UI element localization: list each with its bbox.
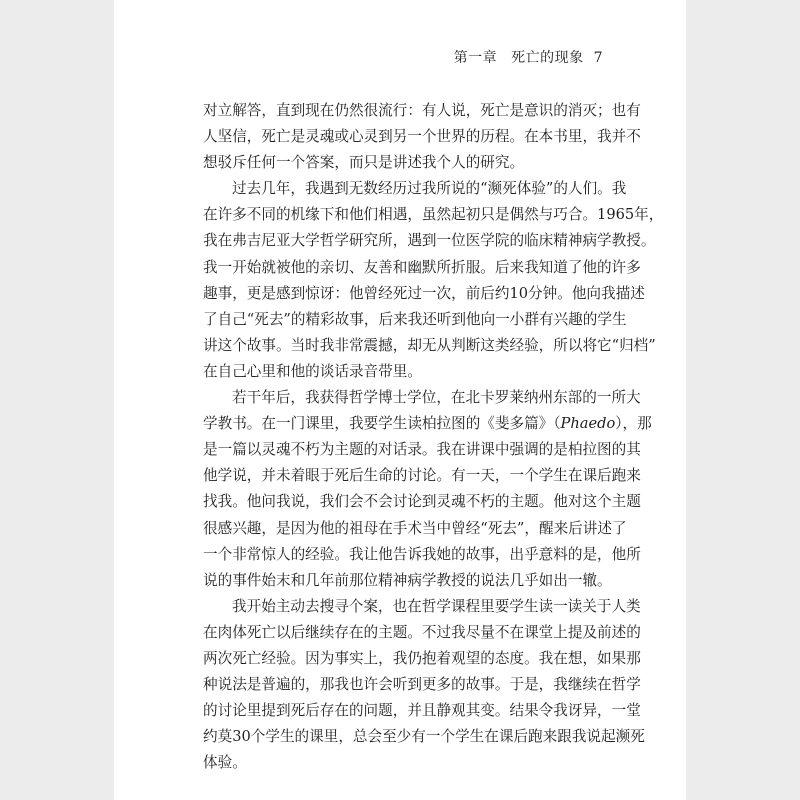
italic-title: Phaedo: [560, 415, 616, 433]
text-line: [203, 124, 641, 150]
text-line: [203, 255, 641, 281]
text-line-content: 体验。: [203, 754, 247, 772]
text-line-content: 了自己“死去”的精彩故事，后来我还听到他向一小群有兴趣的学生: [203, 310, 627, 328]
body-text: [203, 98, 664, 776]
text-line-content: 我开始主动去搜寻个案，也在哲学课程里要学生读一读关于人类: [232, 597, 641, 615]
text-line-content: 很感兴趣，是因为他的祖母在手术当中曾经“死去”，醒来后讲述了: [203, 519, 627, 537]
text-line-content: 他学说，并未着眼于死后生命的讨论。有一天，一个学生在课后跑来: [203, 467, 641, 485]
text-line: [203, 463, 641, 489]
text-line: [203, 333, 656, 359]
text-line-content: 我一开始就被他的亲切、友善和幽默所折服。后来我知道了他的许多: [203, 258, 641, 276]
text-line: [203, 489, 641, 515]
text-line-content: 趣事，更是感到惊讶：他曾经死过一次，前后约10分钟。他向我描述: [203, 284, 645, 302]
text-line: [203, 176, 627, 202]
text-line-content: 一个非常惊人的经验。我让他告诉我她的故事，出乎意料的是，他所: [203, 545, 641, 563]
text-line: [203, 307, 627, 333]
text-line: [203, 568, 615, 594]
text-line: [203, 437, 641, 463]
text-line: [203, 202, 664, 228]
text-line-content: 若干年后，我获得哲学博士学位，在北卡罗莱纳州东部的一所大: [232, 389, 641, 407]
text-line-content: 找我。他问我说，我们会不会讨论到灵魂不朽的主题。他对这个主题: [203, 493, 641, 511]
chapter-label: 第一章: [453, 50, 498, 66]
text-line: [203, 542, 641, 568]
text-line-content: 约莫30个学生的课里，总会至少有一个学生在课后跑来跟我说起濒死: [203, 728, 645, 746]
text-line-content: 在肉体死亡以后继续存在的主题。不过我尽量不在课堂上提及前述的: [203, 623, 641, 641]
text-line: [203, 281, 645, 307]
text-line: [203, 516, 627, 542]
text-line: [203, 385, 641, 411]
text-line: [203, 594, 641, 620]
text-line-content: 在许多不同的机缘下和他们相遇，虽然起初只是偶然与巧合。1965年，: [203, 206, 664, 224]
text-line: [203, 724, 645, 750]
text-line-content: 讲这个故事。当时我非常震撼，却无从判断这类经验，所以将它“归档”: [203, 336, 656, 354]
text-line: [203, 150, 615, 176]
book-page: [114, 0, 686, 800]
text-line-content: 的讨论里提到死后存在的问题，并且静观其变。结果令我讶异，一堂: [203, 702, 641, 720]
text-line-content: 学教书。在一门课里，我要学生读柏拉图的《斐多篇》（: [203, 415, 561, 433]
chapter-title: 死亡的现象: [511, 50, 584, 66]
text-line-content: 在自己心里和他的谈话录音带里。: [203, 362, 422, 380]
text-line: [203, 698, 641, 724]
text-line-content: 过去几年，我遇到无数经历过我所说的“濒死体验”的人们。我: [232, 180, 627, 198]
text-line-content: 说的事件始末和几年前那位精神病学教授的说法几乎如出一辙。: [203, 571, 612, 589]
text-line: [203, 672, 641, 698]
text-line-content: 人坚信，死亡是灵魂或心灵到另一个世界的历程。在本书里，我并不: [203, 128, 641, 146]
text-line: [203, 620, 641, 646]
page-number: 7: [593, 50, 603, 66]
running-head: [454, 47, 603, 67]
text-line: [203, 98, 641, 124]
text-line-content: 我在弗吉尼亚大学哲学研究所，遇到一位医学院的临床精神病学教授。: [203, 232, 656, 250]
text-line-content: 对立解答，直到现在仍然很流行：有人说，死亡是意识的消灭；也有: [203, 102, 641, 119]
text-line-content: 想驳斥任何一个答案，而只是讲述我个人的研究。: [203, 154, 525, 172]
text-line: [203, 750, 615, 776]
text-line: [203, 646, 641, 672]
text-line-content: 种说法是普遍的，那我也许会听到更多的故事。于是，我继续在哲学: [203, 676, 641, 694]
text-line-tail: ），那: [615, 415, 652, 433]
text-line-content: 两次死亡经验。因为事实上，我仍抱着观望的态度。我在想，如果那: [203, 649, 641, 667]
text-line-content: 是一篇以灵魂不朽为主题的对话录。我在讲课中强调的是柏拉图的其: [203, 441, 641, 459]
text-line: [203, 359, 615, 385]
text-line: [203, 228, 656, 254]
text-line: [203, 411, 652, 437]
